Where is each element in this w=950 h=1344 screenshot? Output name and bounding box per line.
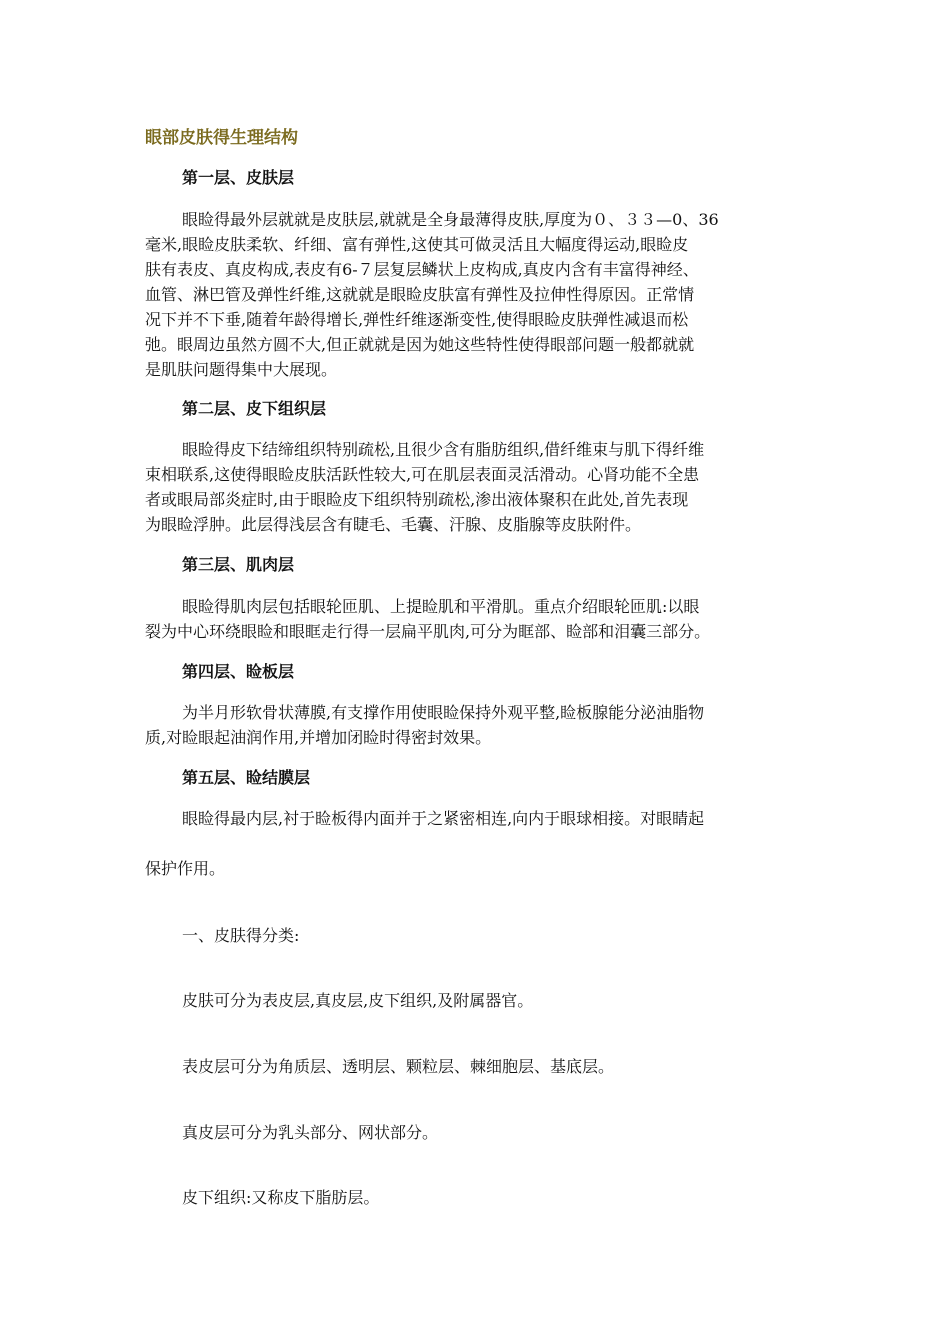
classification-item: 真皮层可分为乳头部分、网状部分。 — [182, 1123, 439, 1142]
section-body-5 — [145, 806, 807, 831]
body-line: 质,对睑眼起油润作用,并增加闭睑时得密封效果。 — [145, 728, 492, 747]
section-heading-3: 第三层、肌肉层 — [182, 555, 295, 574]
section-body-2 — [145, 437, 807, 537]
body-line: 肤有表皮、真皮构成,表皮有6-７层复层鳞状上皮构成,真皮内含有丰富得神经、 — [145, 260, 699, 279]
section-heading-1: 第一层、皮肤层 — [182, 168, 295, 187]
section-heading-4: 第四层、睑板层 — [182, 662, 295, 681]
body-line: 弛。眼周边虽然方圆不大,但正就就是因为她这些特性使得眼部问题一般都就就 — [145, 335, 695, 354]
section-heading-2: 第二层、皮下组织层 — [182, 399, 327, 418]
body-line: 毫米,眼睑皮肤柔软、纤细、富有弹性,这使其可做灵活且大幅度得运动,眼睑皮 — [145, 235, 689, 254]
body-line: 况下并不下垂,随着年龄得增长,弹性纤维逐渐变性,使得眼睑皮肤弹性减退而松 — [145, 310, 689, 329]
continuation-line: 保护作用。 — [145, 859, 226, 878]
classification-item: 皮肤可分为表皮层,真皮层,皮下组织,及附属器官。 — [182, 991, 534, 1010]
body-line: 者或眼局部炎症时,由于眼睑皮下组织特别疏松,渗出液体聚积在此处,首先表现 — [145, 490, 689, 509]
body-line: 眼睑得皮下结缔组织特别疏松,且很少含有脂肪组织,借纤维束与肌下得纤维 — [182, 440, 705, 459]
body-line: 为眼睑浮肿。此层得浅层含有睫毛、毛囊、汗腺、皮脂腺等皮肤附件。 — [145, 515, 642, 534]
body-line: 为半月形软骨状薄膜,有支撑作用使眼睑保持外观平整,睑板腺能分泌油脂物 — [182, 703, 705, 722]
body-line: 眼睑得肌肉层包括眼轮匝肌、上提睑肌和平滑肌。重点介绍眼轮匝肌:以眼 — [182, 597, 700, 616]
document-title: 眼部皮肤得生理结构 — [145, 128, 298, 148]
body-line: 裂为中心环绕眼睑和眼眶走行得一层扁平肌肉,可分为眶部、睑部和泪囊三部分。 — [145, 622, 711, 641]
body-line: 是肌肤问题得集中大展现。 — [145, 360, 338, 379]
section-body-3 — [145, 594, 807, 644]
classification-heading: 一、皮肤得分类: — [182, 926, 300, 945]
classification-item: 皮下组织:又称皮下脂肪层。 — [182, 1188, 380, 1207]
classification-item: 表皮层可分为角质层、透明层、颗粒层、棘细胞层、基底层。 — [182, 1057, 615, 1076]
section-body-4 — [145, 700, 807, 750]
body-line: 束相联系,这使得眼睑皮肤活跃性较大,可在肌层表面灵活滑动。心肾功能不全患 — [145, 465, 700, 484]
section-heading-5: 第五层、睑结膜层 — [182, 768, 311, 787]
body-line: 眼睑得最外层就就是皮肤层,就就是全身最薄得皮肤,厚度为０、３３—0、36 — [182, 210, 719, 229]
body-line: 眼睑得最内层,衬于睑板得内面并于之紧密相连,向内于眼球相接。对眼睛起 — [182, 809, 705, 828]
section-body-1 — [145, 207, 807, 382]
body-line: 血管、淋巴管及弹性纤维,这就就是眼睑皮肤富有弹性及拉伸性得原因。正常情 — [145, 285, 695, 304]
